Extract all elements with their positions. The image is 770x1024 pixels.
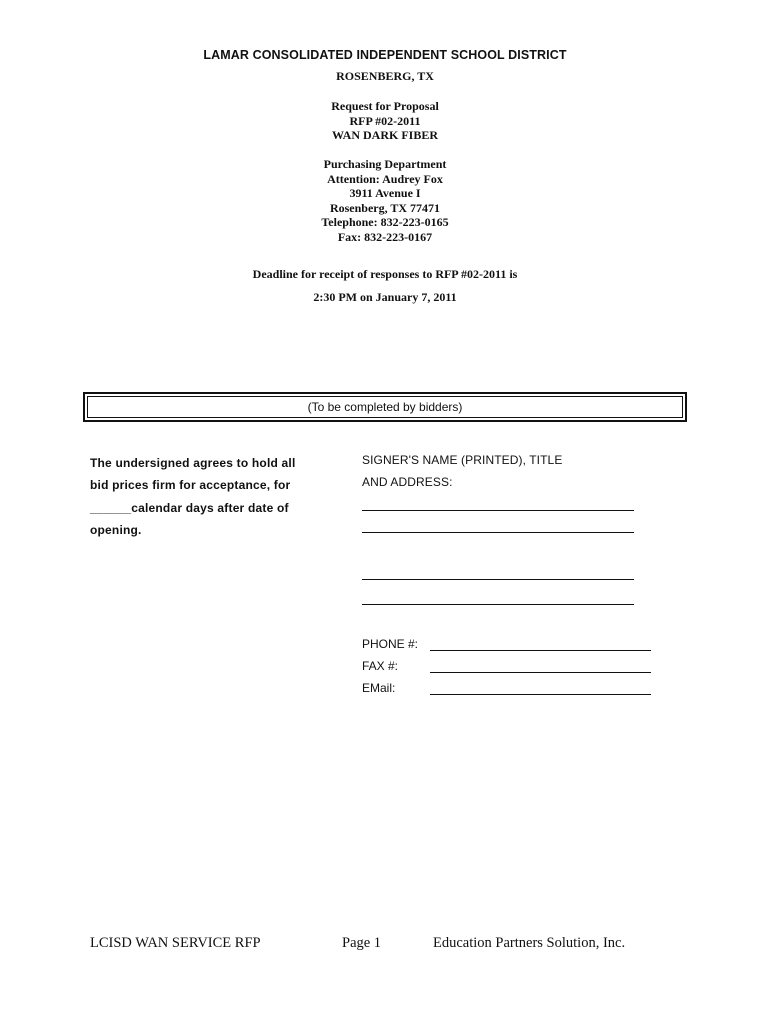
agreement-text (90, 452, 330, 541)
bidder-section-label: (To be completed by bidders) (87, 396, 683, 418)
address-line-1[interactable] (362, 579, 634, 580)
rfp-number: RFP #02-2011 (349, 113, 421, 128)
address-line-2[interactable] (362, 604, 634, 605)
email-label: EMail: (362, 681, 396, 695)
department: Purchasing Department (323, 157, 447, 171)
email-field[interactable] (430, 694, 651, 695)
signer-line-1[interactable] (362, 510, 634, 511)
city-zip: Rosenberg, TX 77471 (329, 200, 441, 215)
agreement-line-2: bid prices firm for acceptance, for (90, 478, 291, 493)
signer-line-2[interactable] (362, 532, 634, 533)
request-title: Request for Proposal (331, 99, 439, 113)
phone-label: PHONE #: (362, 637, 419, 651)
agreement-line-4: opening. (90, 522, 142, 537)
contact-block (0, 157, 770, 245)
telephone: Telephone: 832-223-0165 (321, 215, 449, 230)
footer-left: LCISD WAN SERVICE RFP (90, 935, 261, 951)
district-name: LAMAR CONSOLIDATED INDEPENDENT SCHOOL DISTRICT (203, 48, 567, 62)
rfp-title-block (0, 99, 770, 143)
fax: Fax: 832-223-0167 (337, 229, 433, 244)
agreement-line-1: The undersigned agrees to hold all (90, 456, 296, 470)
attention: Attention: Audrey Fox (327, 171, 443, 186)
bidder-section-box (83, 392, 687, 422)
page-number: Page 1 (342, 935, 382, 951)
address-label: AND ADDRESS: (362, 475, 453, 489)
deadline-time: 2:30 PM on January 7, 2011 (313, 290, 457, 304)
signer-label: SIGNER'S NAME (PRINTED), TITLE (362, 453, 563, 467)
street-address: 3911 Avenue I (349, 186, 421, 201)
fax-label: FAX #: (362, 659, 399, 673)
deadline-text: Deadline for receipt of responses to RFP #02-2011 is (252, 267, 518, 281)
footer-right: Education Partners Solution, Inc. (433, 935, 626, 951)
rfp-subject: WAN DARK FIBER (331, 128, 438, 143)
phone-field[interactable] (430, 650, 651, 651)
fax-field[interactable] (430, 672, 651, 673)
agreement-line-3: ______calendar days after date of (90, 500, 289, 515)
district-city: ROSENBERG, TX (336, 69, 434, 83)
